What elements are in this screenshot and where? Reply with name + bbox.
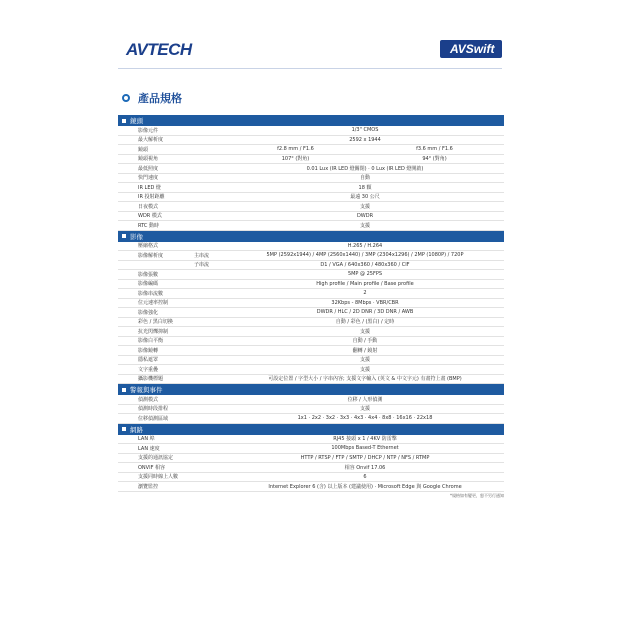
- spec-label: WDR 模式: [138, 213, 162, 220]
- spec-value: High profile / Main profile / Base profile: [316, 280, 414, 287]
- spec-value: 支援: [359, 357, 370, 364]
- spec-label: 影像鏡轉: [138, 347, 159, 354]
- spec-label: 支援的通訊協定: [138, 455, 174, 462]
- spec-label: 影像解析度: [138, 252, 164, 259]
- spec-value: 5MP @ 25FPS: [347, 271, 383, 278]
- spec-label: 壓縮格式: [138, 243, 159, 250]
- spec-value: f2.8 mm / F1.6: [277, 146, 314, 153]
- spec-row: [118, 155, 504, 165]
- section-header: [118, 384, 504, 395]
- spec-label: 文字重疊: [138, 366, 159, 373]
- spec-row: [118, 261, 504, 271]
- spec-value: 最遠 30 公尺: [350, 194, 380, 201]
- spec-label: 影像白平衡: [138, 338, 164, 345]
- spec-value: 可設定位置 / 字型大小 / 字串內容; 支援文字輸入 (英文 & 中文字元) 有畫符上畫 (BMP): [268, 376, 462, 383]
- spec-row: [118, 346, 504, 356]
- spec-label: 攝影機標題: [138, 376, 164, 383]
- spec-row: [118, 183, 504, 193]
- spec-row: [118, 473, 504, 483]
- spec-row: [118, 414, 504, 424]
- spec-row: [118, 435, 504, 445]
- spec-value: 18 顆: [358, 184, 372, 191]
- section-square-icon: [122, 234, 126, 238]
- spec-row: [118, 136, 504, 146]
- spec-label: 瀏覽監控: [138, 483, 159, 490]
- section-header: [118, 115, 504, 126]
- spec-label: 鏡頭視角: [138, 156, 159, 163]
- spec-sublabel: 子串流: [194, 262, 210, 269]
- spec-label: IR 投射距離: [138, 194, 165, 201]
- spec-value: 翻轉 / 鏡射: [352, 347, 378, 354]
- spec-label: 隱私遮罩: [138, 357, 159, 364]
- spec-label: 影像串流數: [138, 290, 164, 297]
- spec-value: 支援: [359, 406, 370, 413]
- spec-value: 自動 / 手動: [352, 338, 378, 345]
- spec-value: 支援: [359, 366, 370, 373]
- spec-row: [118, 221, 504, 231]
- section-title: 網路: [130, 425, 143, 434]
- spec-row: [118, 164, 504, 174]
- spec-value: f3.6 mm / F1.6: [416, 146, 453, 153]
- spec-value: 2: [363, 290, 367, 297]
- spec-label: IR LED 燈: [138, 184, 161, 191]
- spec-label: LAN 埠: [138, 436, 155, 443]
- spec-label: 位元速率控制: [138, 300, 169, 307]
- spec-value: 支援: [359, 328, 370, 335]
- spec-value: 100Mbps Based-T Ethernet: [331, 445, 399, 452]
- section-title: 警報與事件: [130, 386, 163, 394]
- spec-label: 位移偵測區域: [138, 415, 169, 422]
- spec-value: 0.01 Lux (IR LED 燈關閉) · 0 Lux (IR LED 燈開啟): [306, 165, 424, 172]
- spec-label: 日夜模式: [138, 203, 159, 210]
- spec-row: [118, 289, 504, 299]
- spec-label: 最大解析度: [138, 137, 164, 144]
- spec-split-value: [226, 155, 504, 162]
- spec-sublabel: 主串流: [194, 252, 210, 259]
- spec-row: [118, 405, 504, 415]
- spec-value: 32Kbps - 8Mbps · VBR/CBR: [331, 299, 399, 306]
- spec-value: DWDR / HLC / 2D DNR / 3D DNR / AWB: [316, 309, 414, 316]
- section-header: [118, 424, 504, 435]
- spec-label: 最低照度: [138, 165, 159, 172]
- spec-label: 影像編碼: [138, 281, 159, 288]
- spec-value: 5MP (2592x1944) / 4MP (2560x1440) / 3MP (2304x1296) / 2MP (1080P) / 720P: [266, 252, 464, 259]
- section-square-icon: [122, 427, 126, 431]
- spec-row: [118, 145, 504, 155]
- spec-label: 鏡頭: [138, 146, 149, 153]
- spec-label: 影像強化: [138, 309, 159, 316]
- spec-row: [118, 337, 504, 347]
- spec-row: [118, 318, 504, 328]
- spec-row: [118, 270, 504, 280]
- spec-value: 1/3" CMOS: [351, 127, 379, 134]
- spec-row: [118, 193, 504, 203]
- spec-label: 偵測時段排程: [138, 406, 169, 413]
- spec-label: 快門速度: [138, 175, 159, 182]
- title-bullet-icon: [122, 94, 130, 102]
- section-title: 影像: [130, 232, 143, 241]
- spec-label: ONVIF 相容: [138, 464, 166, 471]
- avswift-logo: AVSwift: [440, 40, 502, 58]
- spec-row: [118, 212, 504, 222]
- spec-value: H.265 / H.264: [347, 242, 383, 249]
- section-square-icon: [122, 388, 126, 392]
- spec-row: [118, 356, 504, 366]
- spec-row: [118, 174, 504, 184]
- spec-value: 94° (對角): [422, 156, 447, 163]
- spec-value: DWDR: [356, 212, 374, 219]
- page-title-text: 產品規格: [138, 92, 182, 105]
- spec-label: 抗光閃爍抑制: [138, 328, 169, 335]
- spec-value: 107° (對角): [281, 156, 310, 163]
- spec-label: RTC 動時: [138, 222, 159, 229]
- spec-label: 支援同時線上人數: [138, 474, 179, 481]
- footnote: *規格如有變更，恕不另行通知: [450, 493, 504, 498]
- spec-value: 1x1 · 2x2 · 3x2 · 3x3 · 4x3 · 4x4 · 8x8 · 16x16 · 22x18: [297, 415, 433, 422]
- spec-value: Internet Explorer 6 (含) 以上版本 (建議使用) · Microsoft Edge 與 Google Chrome: [268, 483, 462, 490]
- spec-row: [118, 395, 504, 405]
- spec-value: 支援: [359, 222, 370, 229]
- spec-value: 自動 / 彩色 / (黑白) / 定時: [335, 319, 395, 326]
- spec-row: [118, 251, 504, 261]
- spec-row: [118, 463, 504, 473]
- spec-value: 相容 Onvif 17.06: [344, 464, 386, 471]
- page-title: [122, 90, 182, 106]
- spec-value: 自動: [359, 175, 370, 182]
- spec-value: 6: [363, 473, 367, 480]
- spec-table: [118, 115, 504, 492]
- spec-split-value: [226, 146, 504, 152]
- spec-value: HTTP / RTSP / FTP / SMTP / DHCP / NTP / NFS / RTMP: [300, 454, 430, 461]
- spec-row: [118, 202, 504, 212]
- spec-value: 2592 x 1944: [349, 136, 381, 143]
- spec-label: 影像張數: [138, 271, 159, 278]
- spec-row: [118, 482, 504, 492]
- spec-row: [118, 242, 504, 252]
- spec-row: [118, 375, 504, 385]
- spec-row: [118, 308, 504, 318]
- section-header: [118, 231, 504, 242]
- spec-label: 影像元件: [138, 127, 159, 134]
- spec-value: D1 / VGA / 640x360 / 480x360 / CIF: [320, 261, 410, 268]
- spec-value: 位移 / 人形偵測: [347, 396, 383, 403]
- spec-value: RJ45 接頭 x 1 / 4KV 防雷擊: [333, 436, 397, 443]
- spec-row: [118, 365, 504, 375]
- spec-row: [118, 454, 504, 464]
- section-square-icon: [122, 119, 126, 123]
- spec-label: LAN 速度: [138, 445, 160, 452]
- spec-row: [118, 327, 504, 337]
- section-title: 鏡頭: [130, 117, 143, 125]
- spec-row: [118, 299, 504, 309]
- avtech-logo: AVTECH: [126, 40, 192, 59]
- spec-value: 支援: [359, 203, 370, 210]
- spec-row: [118, 126, 504, 136]
- header-divider: [118, 68, 502, 69]
- spec-label: 偵測模式: [138, 396, 159, 403]
- spec-row: [118, 280, 504, 290]
- spec-label: 彩色 / 黑白切換: [138, 319, 173, 326]
- spec-row: [118, 444, 504, 454]
